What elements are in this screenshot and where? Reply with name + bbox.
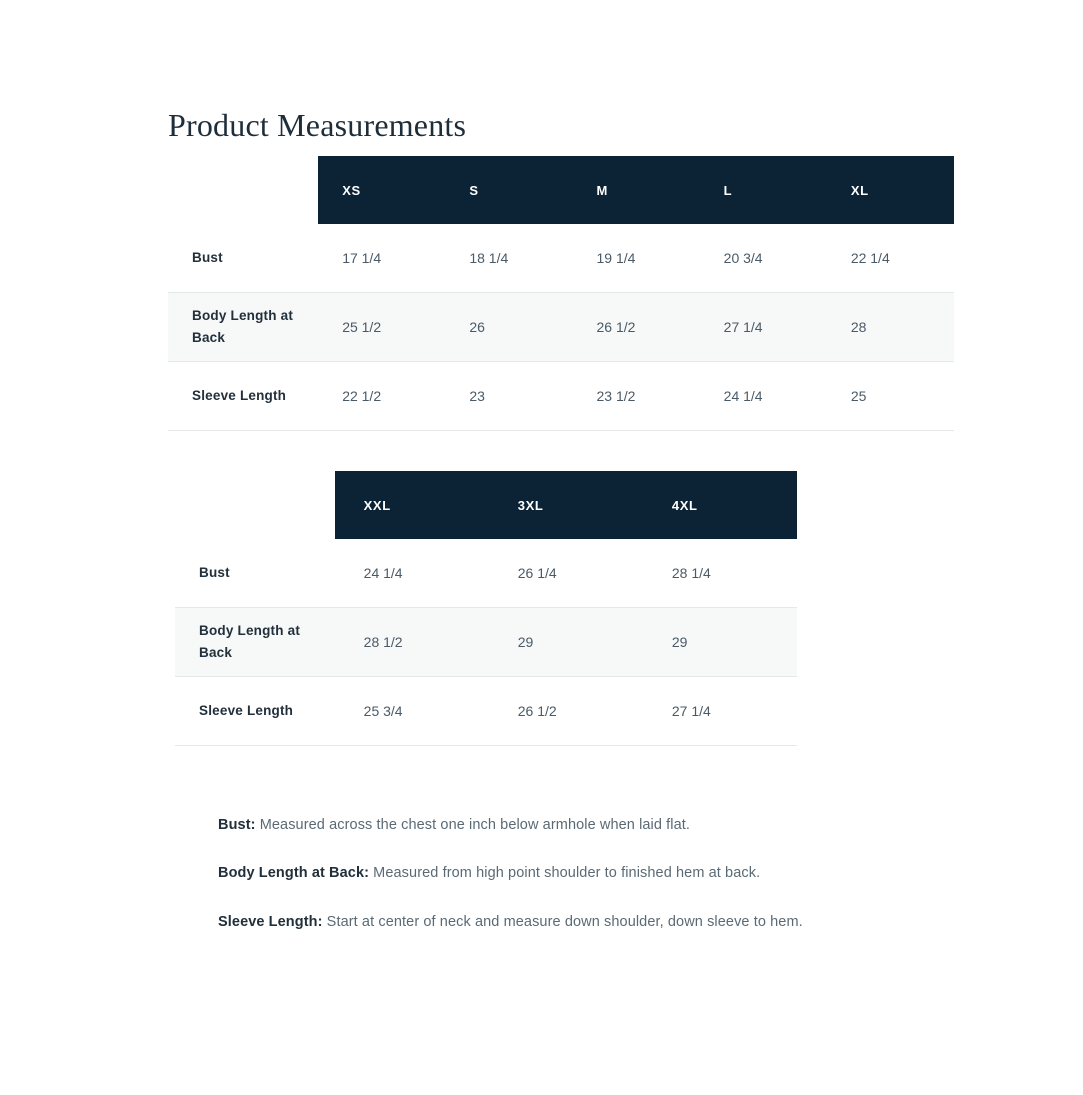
- cell-body-length-s: 26: [445, 293, 572, 362]
- cell-body-length-xl: 28: [827, 293, 954, 362]
- cell-sleeve-length-m: 23 1/2: [573, 362, 700, 431]
- cell-bust-l: 20 3/4: [700, 224, 827, 293]
- cell-body-length-xxl: 28 1/2: [335, 608, 489, 677]
- row-label-bust: Bust: [168, 224, 318, 293]
- cell-body-length-3xl: 29: [489, 608, 643, 677]
- column-header-l: L: [700, 156, 827, 224]
- cell-body-length-l: 27 1/4: [700, 293, 827, 362]
- note-body-length: [218, 863, 1018, 885]
- cell-bust-4xl: 28 1/4: [643, 539, 797, 608]
- column-header-xs: XS: [318, 156, 445, 224]
- note-sleeve-length: [218, 912, 1018, 934]
- table-row: [168, 362, 954, 431]
- row-label-bust: Bust: [175, 539, 335, 608]
- table-row: [168, 224, 954, 293]
- column-header-xl: XL: [827, 156, 954, 224]
- note-text-sleeve-length: Start at center of neck and measure down shoulder, down sleeve to hem.: [322, 914, 803, 930]
- table-header-row: [175, 471, 797, 539]
- cell-bust-xs: 17 1/4: [318, 224, 445, 293]
- column-header-m: M: [573, 156, 700, 224]
- table-corner-cell: [175, 471, 335, 539]
- table-row: [175, 608, 797, 677]
- cell-bust-m: 19 1/4: [573, 224, 700, 293]
- table-corner-cell: [168, 156, 318, 224]
- cell-sleeve-length-s: 23: [445, 362, 572, 431]
- secondary-size-table: [175, 471, 797, 746]
- cell-bust-3xl: 26 1/4: [489, 539, 643, 608]
- note-term-body-length: Body Length at Back:: [218, 865, 370, 882]
- cell-body-length-m: 26 1/2: [573, 293, 700, 362]
- page-title: Product Measurements: [168, 107, 467, 144]
- cell-sleeve-length-xxl: 25 3/4: [335, 677, 489, 746]
- table-row: [175, 677, 797, 746]
- column-header-s: S: [445, 156, 572, 224]
- note-term-sleeve-length: Sleeve Length:: [218, 914, 323, 930]
- cell-body-length-4xl: 29: [643, 608, 797, 677]
- row-label-sleeve-length: Sleeve Length: [168, 362, 318, 431]
- cell-bust-xxl: 24 1/4: [335, 539, 489, 608]
- cell-sleeve-length-l: 24 1/4: [700, 362, 827, 431]
- row-label-body-length: Body Length at Back: [175, 608, 335, 677]
- cell-sleeve-length-4xl: 27 1/4: [643, 677, 797, 746]
- cell-sleeve-length-3xl: 26 1/2: [489, 677, 643, 746]
- note-bust: [218, 815, 1018, 837]
- note-term-bust: Bust:: [218, 816, 256, 833]
- cell-sleeve-length-xs: 22 1/2: [318, 362, 445, 431]
- column-header-3xl: 3XL: [489, 471, 643, 539]
- column-header-4xl: 4XL: [643, 471, 797, 539]
- table-header-row: [168, 156, 954, 224]
- column-header-xxl: XXL: [335, 471, 489, 539]
- table-row: [168, 293, 954, 362]
- cell-bust-s: 18 1/4: [445, 224, 572, 293]
- measurement-notes: [218, 800, 1018, 961]
- table-row: [175, 539, 797, 608]
- note-text-bust: Measured across the chest one inch below armhole when laid flat.: [255, 816, 691, 833]
- row-label-sleeve-length: Sleeve Length: [175, 677, 335, 746]
- cell-sleeve-length-xl: 25: [827, 362, 954, 431]
- primary-size-table: [168, 156, 954, 431]
- note-text-body-length: Measured from high point shoulder to finished hem at back.: [369, 865, 761, 882]
- row-label-body-length: Body Length at Back: [168, 293, 318, 362]
- cell-bust-xl: 22 1/4: [827, 224, 954, 293]
- cell-body-length-xs: 25 1/2: [318, 293, 445, 362]
